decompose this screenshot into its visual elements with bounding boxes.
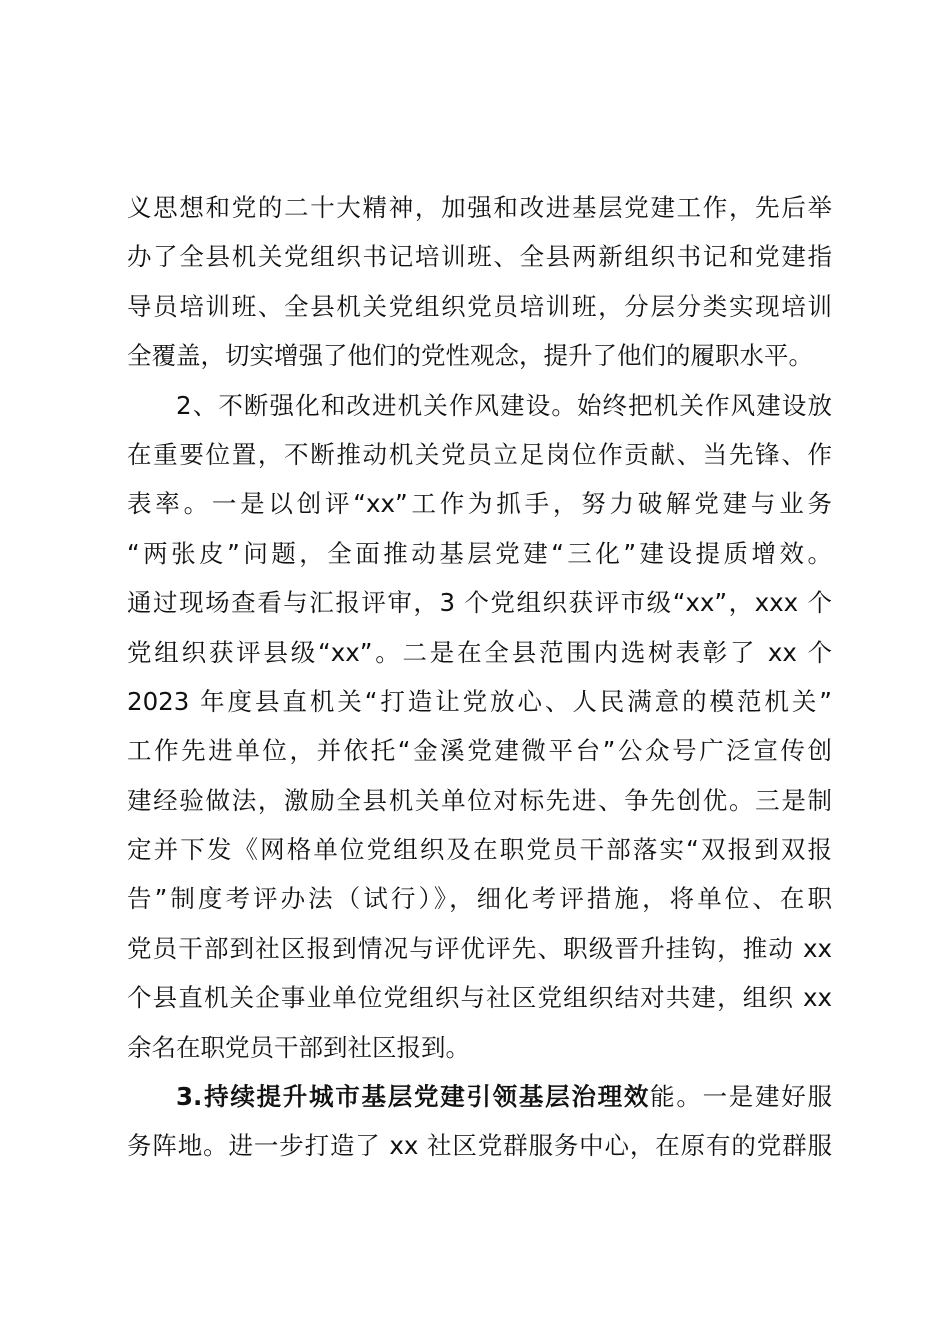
paragraph-line: 定并下发《网格单位党组织及在职党员干部落实“双报到双报 [127,835,832,865]
paragraph-line: 2、不断强化和改进机关作风建设。始终把机关作风建设放 [176,390,832,420]
paragraph-line: 告”制度考评办法（试行）》，细化考评措施，将单位、在职 [127,884,832,914]
paragraph-line: 建经验做法，激励全县机关单位对标先进、争先创优。三是制 [127,785,832,815]
paragraph-line: 余名在职党员干部到社区报到。 [127,1032,470,1062]
paragraph-line: 义思想和党的二十大精神，加强和改进基层党建工作，先后举 [127,193,832,222]
section-heading-line [127,1072,832,1121]
paragraph-line: 务阵地。进一步打造了 xx 社区党群服务中心，在原有的党群服 [127,1131,832,1161]
paragraph-line: 导员培训班、全县机关党组织党员培训班，分层分类实现培训 [127,291,832,321]
paragraph-line: 全覆盖，切实增强了他们的党性观念，提升了他们的履职水平。 [127,341,813,371]
section-heading: 3.持续提升城市基层党建引领基层治理效 [176,1082,651,1112]
paragraph-line: 表率。一是以创评“xx”工作为抓手，努力破解党建与业务 [127,489,832,519]
section-heading-tail: 能。一是建好服 [650,1082,832,1112]
paragraph-line: 2023 年度县直机关“打造让党放心、人民满意的模范机关” [127,686,832,716]
paragraph-line: 工作先进单位，并依托“金溪党建微平台”公众号广泛宣传创 [127,736,832,766]
paragraph-line: 党组织获评县级“xx”。二是在全县范围内选树表彰了 xx 个 [127,637,832,667]
document-body [127,183,832,1171]
paragraph-line: “两张皮”问题，全面推动基层党建“三化”建设提质增效。 [127,538,832,568]
paragraph-line: 通过现场查看与汇报评审，3 个党组织获评市级“xx”，xxx 个 [127,588,832,618]
paragraph-line: 在重要位置，不断推动机关党员立足岗位作贡献、当先锋、作 [127,439,832,469]
paragraph-line: 办了全县机关党组织书记培训班、全县两新组织书记和党建指 [127,242,832,272]
paragraph-line: 党员干部到社区报到情况与评优评先、职级晋升挂钩，推动 xx [127,933,832,963]
paragraph-line: 个县直机关企事业单位党组织与社区党组织结对共建，组织 xx [127,983,832,1013]
